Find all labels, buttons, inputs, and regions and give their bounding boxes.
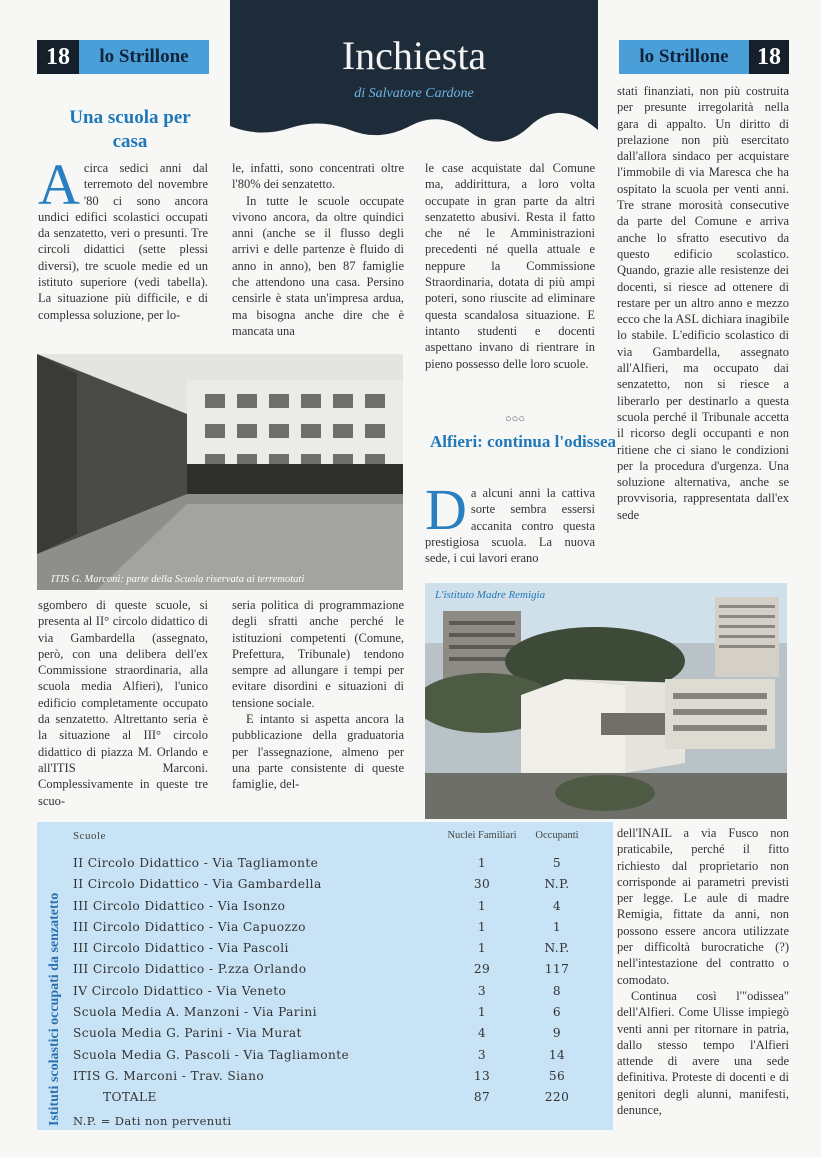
table-header-school: Scuole (73, 830, 106, 842)
table-cell-families: 1 (477, 898, 487, 913)
table-cell-families: 4 (477, 1026, 487, 1041)
left-page-number: 18 (37, 40, 79, 74)
banner-wave (230, 112, 598, 142)
table-cell-families: 3 (477, 983, 487, 998)
table-row (73, 981, 613, 1002)
table-cell-families: 1 (477, 941, 487, 956)
table-cell-school: ITIS G. Marconi - Trav. Siano (73, 1068, 265, 1083)
table-cell-occupants: 56 (548, 1068, 566, 1083)
photo-itis-marconi-image (37, 354, 403, 590)
table-cell-occupants: 1 (552, 919, 562, 934)
table-cell-families: 1 (477, 856, 487, 870)
table-cell-occupants: N.P. (544, 877, 570, 892)
article1-title: Una scuola per casa (69, 107, 191, 152)
table-row (73, 1002, 613, 1023)
article2-text: a alcuni anni la cattiva sorte sembra essersi accanita contro questa prestigiosa scuola. La nuova sede, i cui lavori erano (425, 486, 595, 566)
article1-dropcap: A (38, 152, 80, 217)
table-side-title: Istituti scolastici occupati da senzatetto (47, 892, 62, 1126)
article2-dropcap: D (425, 477, 467, 542)
table-cell-school: II Circolo Didattico - Via Tagliamonte (73, 856, 319, 870)
left-paper-name: lo Strillone (79, 40, 209, 74)
table-cell-occupants: 4 (552, 898, 562, 913)
article1-col1-text: circa sedici anni dal terremoto del novembre '80 ci sono ancora undici edifici scolastici occupati da senzatetto, veri o presunti. Tre circoli didattici (sette plessi diversi), tre scuole medie ed un istituto superiore (vedi tabella). La situazione più difficile, e di complessa soluzione, per lo- (38, 161, 208, 322)
photo-itis-marconi (37, 354, 403, 590)
article1-col2-p1: le, infatti, sono concentrati oltre l'80% dei senzatetto. (232, 161, 404, 192)
table-cell-occupants: 14 (548, 1047, 566, 1062)
article1-lower-col2 (232, 597, 404, 793)
table-cell-school: Scuola Media G. Pascoli - Via Tagliamonte (73, 1047, 350, 1062)
right-column-top: stati finanziati, non più costruita per presunte irregolarità nella gara di appalto. Un diritto di prelazione non più esercitato dall'allora sindaco per acquistare l'immobile di via Maresca che ha ospitato la scuola per venti anni. Tre strane morosità consecutive da parte del Comune e arriva anche lo sfratto esecutivo da questo edificio scolastico. Quando, grazie alle resistenze dei docenti, si riesce ad ottenere di restare per un altro anno e mezzo ecco che la ASL dichiara inagibile lo stabile. L'edificio scolastico di via Gambardella, assegnato all'Alfieri, ma occupato dai senzatetto, non si riesce a liberarlo per destinarlo a questa scuola perché il Tribunale accetta il ricorso degli occupanti e non ritiene che ci siano le condizioni per la procedura d'urgenza. Una soluzione alternativa, anche se provvisoria, rappresentata dall'ex sede (617, 84, 789, 522)
table-cell-school: III Circolo Didattico - Via Pascoli (73, 941, 289, 956)
right-column-bottom-p2: Continua così l'"odissea" dell'Alfieri. Come Ulisse impiegò venti anni per ritornare in patria, dallo stesso tempo l'Alfieri attende di avere una sede definitiva. Proteste di docenti e di genitori degli alunni, manifesti, denunce, (617, 988, 789, 1118)
table-cell-occupants: N.P. (544, 941, 570, 956)
table-cell-school: IV Circolo Didattico - Via Veneto (73, 983, 287, 998)
section-title: Inchiesta (341, 33, 487, 78)
table-total-families: 87 (473, 1090, 491, 1104)
byline: di Salvatore Cardone (354, 86, 474, 101)
table-cell-occupants: 6 (552, 1005, 562, 1020)
table-cell-occupants: 5 (552, 856, 562, 870)
table-row (73, 1023, 613, 1044)
right-column-bottom-p1: dell'INAIL a via Fusco non praticabile, perché il fitto richiesto dal proprietario non corrisponde ai parametri previsti per legge. Le aule di madre Remigia, fittate da anni, non possono essere ancora utilizzate per difficoltà burocratiche (?) nell'intestazione del contratto o comodato. (617, 826, 789, 987)
separator: ○○○ (505, 413, 525, 425)
article1-col2-p2: In tutte le scuole occupate vivono ancora, da oltre quindici anni (anche se il flusso degli arrivi e delle partenze è fluido di anno in anno), ben 87 famiglie che attendono una casa. Persino censirle è stata un'impresa ardua, ma bisogna anche dire che è mancata una (232, 193, 404, 338)
table-cell-families: 1 (477, 919, 487, 934)
table-row (73, 874, 613, 895)
table-row (73, 959, 613, 980)
right-column-bottom (617, 825, 789, 1118)
table-row (73, 896, 613, 917)
article2-text-block (425, 477, 595, 566)
table-total-occupants: 220 (544, 1090, 570, 1104)
table-body (73, 853, 613, 1087)
table-cell-families: 30 (473, 877, 491, 892)
table-cell-families: 1 (477, 1005, 487, 1020)
article1-lower-col2-p2: E intanto si aspetta ancora la pubblicazione della graduatoria per l'assegnazione, almeno per una parte consistente di queste famiglie, del- (232, 712, 404, 792)
table-row (73, 938, 613, 959)
table-header-families: Nuclei Familiari (447, 830, 517, 841)
article1-lower-col2-p1: seria politica di programmazione degli sfratti anche perché le istituzioni competenti (Comune, Prefettura, Tribunale) tendono sempre ad allungare i tempi per evitare disordini e situazioni di tensione sociale. (232, 598, 404, 710)
photo-itis-marconi-caption: ITIS G. Marconi: parte della Scuola riservata ai terremotati (51, 574, 305, 585)
table-cell-families: 3 (477, 1047, 487, 1062)
photo-madre-remigia-caption: L'istituto Madre Remigia (435, 589, 546, 601)
table-row (73, 917, 613, 938)
table-cell-families: 29 (473, 962, 491, 977)
table-cell-occupants: 117 (544, 962, 570, 977)
table-cell-school: Scuola Media A. Manzoni - Via Parini (73, 1005, 317, 1020)
table-total-row (73, 1087, 613, 1108)
photo-madre-remigia (425, 583, 787, 819)
right-page-number: 18 (749, 40, 789, 74)
article2-title: Alfieri: continua l'odissea (429, 432, 617, 451)
table-cell-school: III Circolo Didattico - P.zza Orlando (73, 962, 307, 977)
table-cell-school: III Circolo Didattico - Via Capuozzo (73, 919, 306, 934)
right-paper-name: lo Strillone (619, 40, 749, 74)
section-banner (230, 0, 598, 140)
table-cell-school: Scuola Media G. Parini - Via Murat (73, 1026, 302, 1041)
article1-lower-col1: sgombero di queste scuole, si presenta al II° circolo didattico di via Gambardella (assegnato, però, con una delibera dell'ex Commissione straordinaria, alla scuola media Alfieri), l'unico edificio completamente occupato da senzatetto. Altrettanto seria è la situazione al III° circolo didattico di piazza M. Orlando e all'ITIS Marconi. Complessivamente in queste tre scuo- (38, 598, 208, 808)
photo-madre-remigia-image (425, 583, 787, 819)
table-total-label: TOTALE (103, 1090, 157, 1104)
table-row (73, 853, 613, 874)
table-cell-school: III Circolo Didattico - Via Isonzo (73, 898, 286, 913)
article1-col1 (38, 152, 208, 323)
table-row (73, 1066, 613, 1087)
table-row (73, 1045, 613, 1066)
table-cell-occupants: 9 (552, 1026, 562, 1041)
table-note: N.P. = Dati non pervenuti (73, 1114, 232, 1128)
table-header-occupants: Occupanti (535, 830, 579, 841)
article1-col2 (232, 160, 404, 339)
article1-col3: le case acquistate dal Comune ma, addirittura, a loro volta occupate in gran parte da altri senzatetto abusivi. Resta il fatto che né le Amministrazioni precedenti né quella attuale e neppure la Commissione Straordinaria, dotata di più ampi poteri, sono riuscite ad eliminare questa scandalosa situazione. E intanto studenti e docenti aspettano invano di rientrare in pieno possesso delle loro scuole. (425, 161, 595, 371)
table-cell-school: II Circolo Didattico - Via Gambardella (73, 877, 322, 892)
table-cell-families: 13 (473, 1068, 491, 1083)
table-cell-occupants: 8 (552, 983, 562, 998)
occupied-schools-table (37, 822, 613, 1130)
